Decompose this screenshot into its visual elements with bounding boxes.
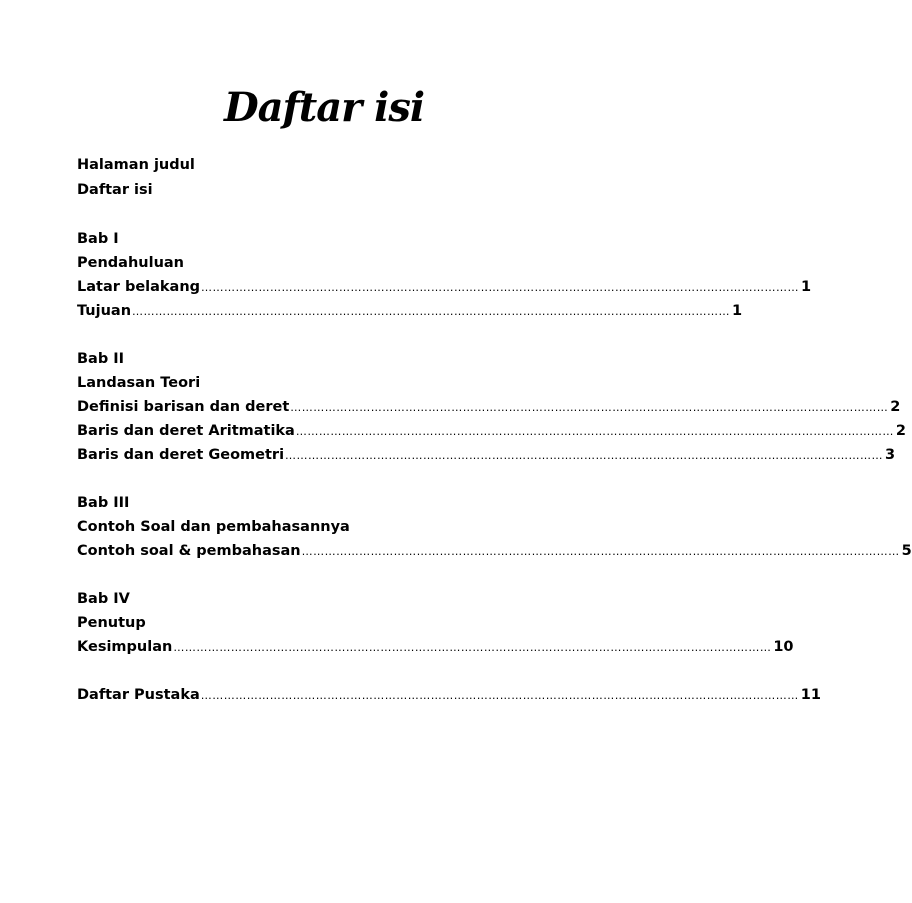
toc-entry-definisi (77, 398, 901, 417)
dot-leader: ………………………………………………………………………………………………………………………………………… (301, 545, 900, 558)
toc-entry-daftar-pustaka (77, 686, 821, 705)
chapter-3-title: Contoh Soal dan pembahasannya (77, 519, 350, 535)
dot-leader: ………………………………………………………………………………………………………………………………………… (132, 305, 731, 318)
toc-entry-label: Daftar Pustaka (77, 687, 200, 703)
chapter-2-title: Landasan Teori (77, 375, 201, 391)
toc-entry-label: Definisi barisan dan deret (77, 399, 290, 415)
toc-entry-label: Baris dan deret Aritmatika (77, 423, 295, 439)
toc-entry-label: Kesimpulan (77, 639, 173, 655)
chapter-4-heading: Bab IV (77, 591, 130, 607)
front-matter-toc: Daftar isi (77, 182, 153, 198)
toc-entry-page: 2 (895, 423, 906, 439)
front-matter-title-page: Halaman judul (77, 157, 195, 173)
toc-entry-aritmatika (77, 422, 906, 441)
toc-entry-tujuan (77, 302, 743, 321)
page-title: Daftar isi (223, 84, 425, 131)
chapter-4-title: Penutup (77, 615, 146, 631)
dot-leader: ………………………………………………………………………………………………………………………………………… (201, 281, 800, 294)
toc-entry-kesimpulan (77, 638, 794, 657)
toc-entry-page: 1 (732, 303, 743, 319)
toc-entry-page: 3 (885, 447, 896, 463)
toc-entry-latar-belakang (77, 278, 812, 297)
chapter-1-heading: Bab I (77, 231, 119, 247)
dot-leader: ………………………………………………………………………………………………………………………………………… (295, 425, 894, 438)
toc-entry-page: 1 (801, 279, 812, 295)
dot-leader: ………………………………………………………………………………………………………………………………………… (200, 689, 799, 702)
chapter-3-heading: Bab III (77, 495, 130, 511)
dot-leader: ………………………………………………………………………………………………………………………………………… (290, 401, 889, 414)
toc-entry-geometri (77, 446, 896, 465)
toc-entry-page: 5 (901, 543, 912, 559)
chapter-2-heading: Bab II (77, 351, 125, 367)
toc-entry-page: 11 (800, 687, 821, 703)
toc-entry-label: Baris dan deret Geometri (77, 447, 285, 463)
toc-entry-label: Tujuan (77, 303, 132, 319)
toc-entry-page: 2 (890, 399, 901, 415)
toc-entry-contoh-soal (77, 542, 912, 561)
toc-entry-label: Latar belakang (77, 279, 201, 295)
dot-leader: ………………………………………………………………………………………………………………………………………… (285, 449, 884, 462)
chapter-1-title: Pendahuluan (77, 255, 184, 271)
toc-entry-page: 10 (773, 639, 794, 655)
toc-entry-label: Contoh soal & pembahasan (77, 543, 301, 559)
dot-leader: ………………………………………………………………………………………………………………………………………… (173, 641, 772, 654)
